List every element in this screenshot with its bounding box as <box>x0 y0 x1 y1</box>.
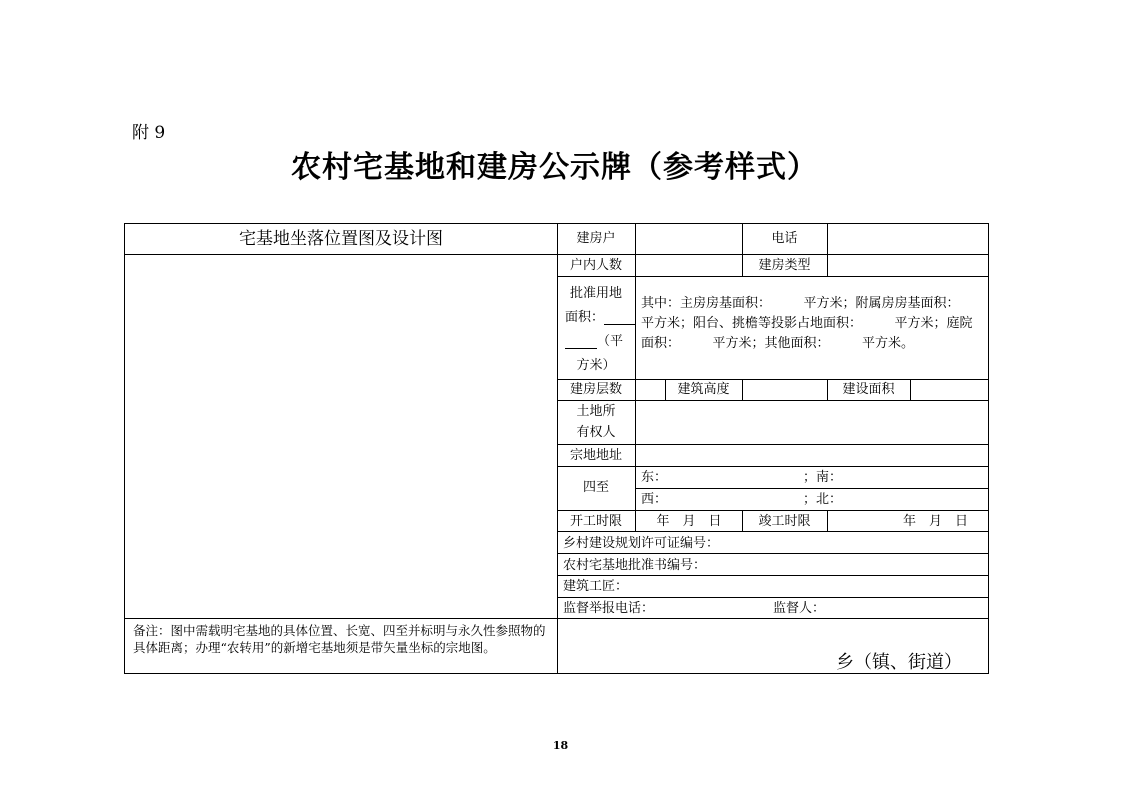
owner-line2: 有权人 <box>576 425 616 440</box>
house-type-label: 建房类型 <box>758 258 811 273</box>
col-line <box>827 224 828 276</box>
owner-label <box>557 401 635 443</box>
supervisor-label: 监督人： <box>773 601 826 616</box>
land-area-line1: 批准用地 <box>569 286 622 301</box>
permit-label: 乡村建设规划许可证编号： <box>563 536 720 551</box>
document-title <box>0 142 1121 186</box>
page-number: 18 <box>552 739 569 752</box>
finish-date: 年 月 日 <box>903 514 969 529</box>
phone-label: 电话 <box>771 231 798 246</box>
signature-line <box>618 673 833 674</box>
builder-label: 建房户 <box>576 231 616 246</box>
land-area-line3 <box>557 330 635 354</box>
signature-suffix: 乡（镇、街道） <box>836 652 962 673</box>
notice-board-table <box>124 223 993 674</box>
land-area-blank <box>604 310 636 325</box>
col-line <box>742 379 743 400</box>
appendix-label: 附 9 <box>132 123 166 143</box>
remarks-note: 备注：图中需载明宅基地的具体位置、长宽、四至并标明与永久性参照物的具体距离；办理“农转用”的新增宅基地须是带矢量坐标的宗地图。 <box>133 623 546 655</box>
land-area-blank2 <box>565 334 597 349</box>
site-plan-area <box>125 255 557 618</box>
north-label: ；北： <box>803 492 843 507</box>
land-area-line2 <box>557 306 635 330</box>
row-line <box>557 276 988 277</box>
document-title-text: 农村宅基地和建房公示牌（参考样式） <box>291 150 818 185</box>
floors-label: 建房层数 <box>569 382 622 397</box>
site-plan-header: 宅基地坐落位置图及设计图 <box>239 229 443 249</box>
craftsman-label: 建筑工匠： <box>563 579 629 594</box>
land-area-line4: 方米） <box>576 358 616 373</box>
approval-label: 农村宅基地批准书编号： <box>563 558 707 573</box>
start-label: 开工时限 <box>569 514 622 529</box>
divider-left-note <box>125 618 988 619</box>
height-label: 建筑高度 <box>677 382 730 397</box>
col-line <box>910 379 911 400</box>
area-detail-text: 其中：主房房基面积： 平方米；附属房房基面积： 平方米；阳台、挑檐等投影占地面积： 平方米；庭院面积： 平方米；其他面积： 平方米。 <box>641 296 993 351</box>
west-label: 西： <box>641 492 668 507</box>
hotline-label: 监督举报电话： <box>563 601 655 616</box>
land-area-line2-text: 面积： <box>565 310 605 325</box>
boundary-label: 四至 <box>582 480 609 495</box>
south-label: ；南： <box>803 470 843 485</box>
col-line <box>827 510 828 531</box>
built-area-label: 建设面积 <box>842 382 895 397</box>
finish-label: 竣工时限 <box>758 514 811 529</box>
col-line <box>635 224 636 531</box>
row-line <box>557 466 988 467</box>
township-signature <box>618 648 968 678</box>
east-label: 东： <box>641 470 668 485</box>
address-label: 宗地地址 <box>569 448 622 463</box>
household-label: 户内人数 <box>569 258 622 273</box>
owner-line1: 土地所 <box>576 404 616 419</box>
start-date: 年 月 日 <box>656 514 722 529</box>
land-area-label <box>557 282 635 378</box>
land-area-line3-text: （平 <box>597 334 624 349</box>
